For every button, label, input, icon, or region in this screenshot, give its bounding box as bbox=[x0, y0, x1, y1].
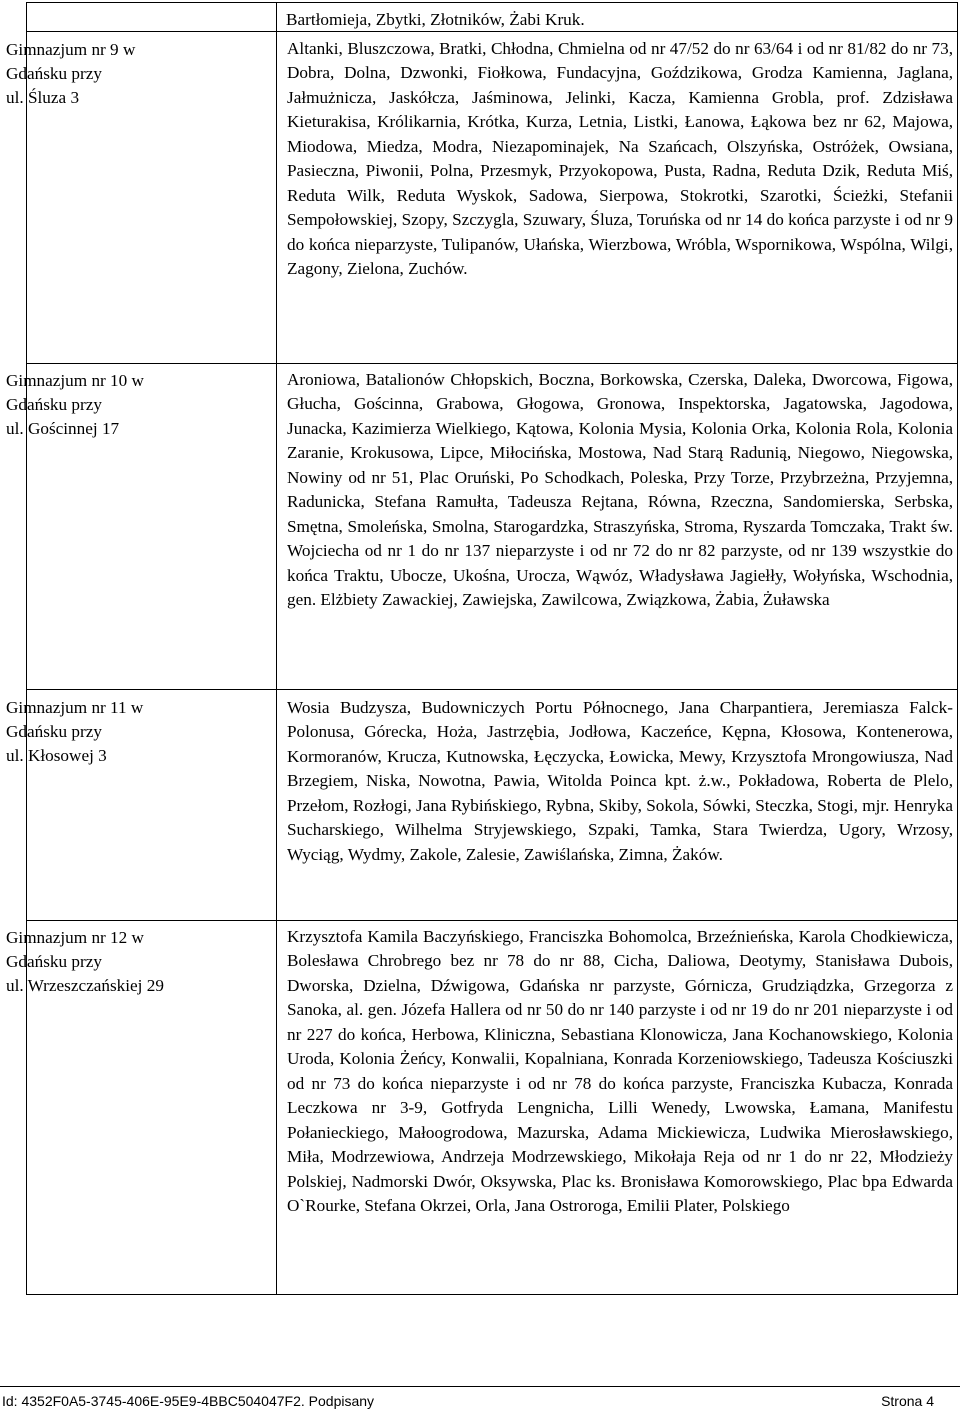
streets-list: Aroniowa, Batalionów Chłopskich, Boczna, Borkowska, Czerska, Daleka, Dworcowa, Figowa, Głucha, Gościnna, Grabowa, Głogowa, Gronowa, Inspektorska, Jagatowska, Jagodowa, Junacka, Kazimierza Wielkiego, Kątowa, Kolonia Mysia, Kolonia Orka, Kolonia Rola, Kolonia Zaranie, Krokusowa, Lipce, Miłocińska, Mostowa, Nad Starą Radunią, Niegowo, Niegowska, Nowiny od nr 51, Plac Oruński, Po Schodkach, Poleska, Przy Torze, Przybrzeżna, Przyjemna, Radunicka, Stefana Ramułta, Tadeusza Rejtana, Równa, Rzeczna, Sandomierska, Serbska, Smętna, Smoleńska, Smolna, Starogardzka, Straszyńska, Stroma, Ryszarda Tomczaka, Trakt św. Wojciecha od nr 1 do nr 137 nieparzyste i od nr 72 do nr 82 parzyste, od nr 139 wszystkie do końca Traktu, Ubocze, Ukośna, Urocza, Wąwóz, Władysława Jagiełły, Wołyńska, Wschodnia, gen. Elżbiety Zawackiej, Zawiejska, Zawilcowa, Związkowa, Żabia, Żuławska bbox=[287, 370, 953, 610]
row-divider bbox=[26, 920, 958, 921]
school-name bbox=[6, 369, 144, 441]
school-line: ul. Gościnnej 17 bbox=[6, 419, 120, 438]
school-name bbox=[6, 696, 143, 768]
school-line: Gdańsku przy bbox=[6, 64, 102, 83]
school-line: ul. Kłosowej 3 bbox=[6, 746, 107, 765]
continued-streets-text: Bartłomieja, Zbytki, Złotników, Żabi Kruk. bbox=[286, 10, 585, 29]
school-name bbox=[6, 926, 164, 998]
school-line: Gimnazjum nr 9 w bbox=[6, 40, 136, 59]
school-line: ul. Śluza 3 bbox=[6, 88, 80, 107]
school-line: ul. Wrzeszczańskiej 29 bbox=[6, 976, 164, 995]
school-line: Gimnazjum nr 11 w bbox=[6, 698, 144, 717]
school-line: Gdańsku przy bbox=[6, 952, 102, 971]
school-line: Gimnazjum nr 12 w bbox=[6, 928, 144, 947]
row-divider bbox=[26, 363, 958, 364]
streets-list: Wosia Budzysza, Budowniczych Portu Północnego, Jana Charpantiera, Jeremiasza Falck-Polonusa, Górecka, Hoża, Jastrzębia, Jodłowa, Kaczeńce, Kępna, Kłosowa, Kontenerowa, Kormoranów, Krucza, Kutnowska, Łęczycka, Łowicka, Mewy, Krzysztofa Mrongowiusza, Nad Brzegiem, Niska, Nowotna, Pawia, Witolda Poinca kpt. ż.w., Pokładowa, Roberta de Plelo, Przełom, Rozłogi, Jana Rybińskiego, Rybna, Skiby, Sokola, Sówki, Steczka, Stogi, mjr. Henryka Sucharskiego, Wilhelma Stryjewskiego, Szpaki, Tamka, Stara Twierdza, Ugory, Wrzosy, Wyciąg, Wydmy, Zakole, Zalesie, Zawiślańska, Zimna, Żaków. bbox=[287, 698, 953, 864]
school-name bbox=[6, 38, 135, 110]
school-line: Gdańsku przy bbox=[6, 722, 102, 741]
school-line: Gdańsku przy bbox=[6, 395, 102, 414]
row-divider bbox=[26, 689, 958, 690]
page-footer bbox=[0, 1386, 960, 1412]
school-line: Gimnazjum nr 10 w bbox=[6, 371, 144, 390]
document-id-text: Id: 4352F0A5-3745-406E-95E9-4BBC504047F2. Podpisany bbox=[2, 1393, 375, 1409]
page-number-text: Strona 4 bbox=[881, 1393, 934, 1409]
streets-list: Krzysztofa Kamila Baczyńskiego, Franciszka Bohomolca, Brzeźnieńska, Karola Chodkiewicza, Bolesława Chrobrego bez nr 78 do nr 88, Cicha, Daliowa, Deotymy, Stanisława Dubois, Dworska, Dzielna, Dźwigowa, Gdańska nr parzyste, Górnicza, Grudziądzka, Grzegorza z Sanoka, al. gen. Józefa Hallera od nr 50 do nr 140 parzyste i od nr 19 do nr 201 nieparzyste i od nr 227 do końca, Herbowa, Kliniczna, Sebastiana Klonowicza, Jana Kochanowskiego, Kolonia Uroda, Kolonia Żeńcy, Konwalii, Kopalniana, Konrada Korzeniowskiego, Tadeusza Kościuszki od nr 73 do końca nieparzyste i od nr 78 do końca parzyste, Franciszka Kubacza, Konrada Leczkowa nr 3-9, Gotfryda Lengnicha, Lilli Wenedy, Lwowska, Łamana, Manifestu Połanieckiego, Małoogrodowa, Mazurska, Adama Mickiewicza, Ludwika Mierosławskiego, Miła, Modrzewiowa, Andrzeja Modrzewskiego, Mikołaja Reja od nr 1 do nr 22, Młodzieży Polskiej, Nadmorski Dwór, Oksywska, Plac ks. Bronisława Komorowskiego, Plac bpa Edwarda O`Rourke, Stefana Okrzei, Orla, Jana Ostroroga, Emilii Plater, Polskiego bbox=[287, 927, 953, 1215]
column-divider bbox=[276, 2, 277, 1295]
streets-list: Altanki, Bluszczowa, Bratki, Chłodna, Chmielna od nr 47/52 do nr 63/64 i od nr 81/82 do nr 73, Dobra, Dolna, Dzwonki, Fiołkowa, Fundacyjna, Goździkowa, Grodza Kamienna, Jaglana, Jałmużnicza, Jaskółcza, Jaśminowa, Jelinki, Kacza, Kamienna Grobla, prof. Zdzisława Kieturakisa, Królikarnia, Krótka, Kurza, Letnia, Listki, Łanowa, Łąkowa bez nr 62, Majowa, Miodowa, Miedza, Modra, Niezapominajek, Na Szańcach, Olszyńska, Ostróżek, Owsiana, Pasieczna, Piwonii, Polna, Przesmyk, Przyokopowa, Pusta, Radna, Reduta Dzik, Reduta Miś, Reduta Wilk, Reduta Wyskok, Sadowa, Sierpowa, Stokrotki, Szarotki, Ścieżki, Stefanii Sempołowskiej, Szopy, Szczygla, Szuwary, Śluza, Toruńska od nr 14 do końca parzyste i od nr 9 do końca nieparzyste, Tulipanów, Ułańska, Wierzbowa, Wróbla, Wspornikowa, Wspólna, Wilgi, Zagony, Zielona, Zuchów. bbox=[287, 39, 953, 279]
